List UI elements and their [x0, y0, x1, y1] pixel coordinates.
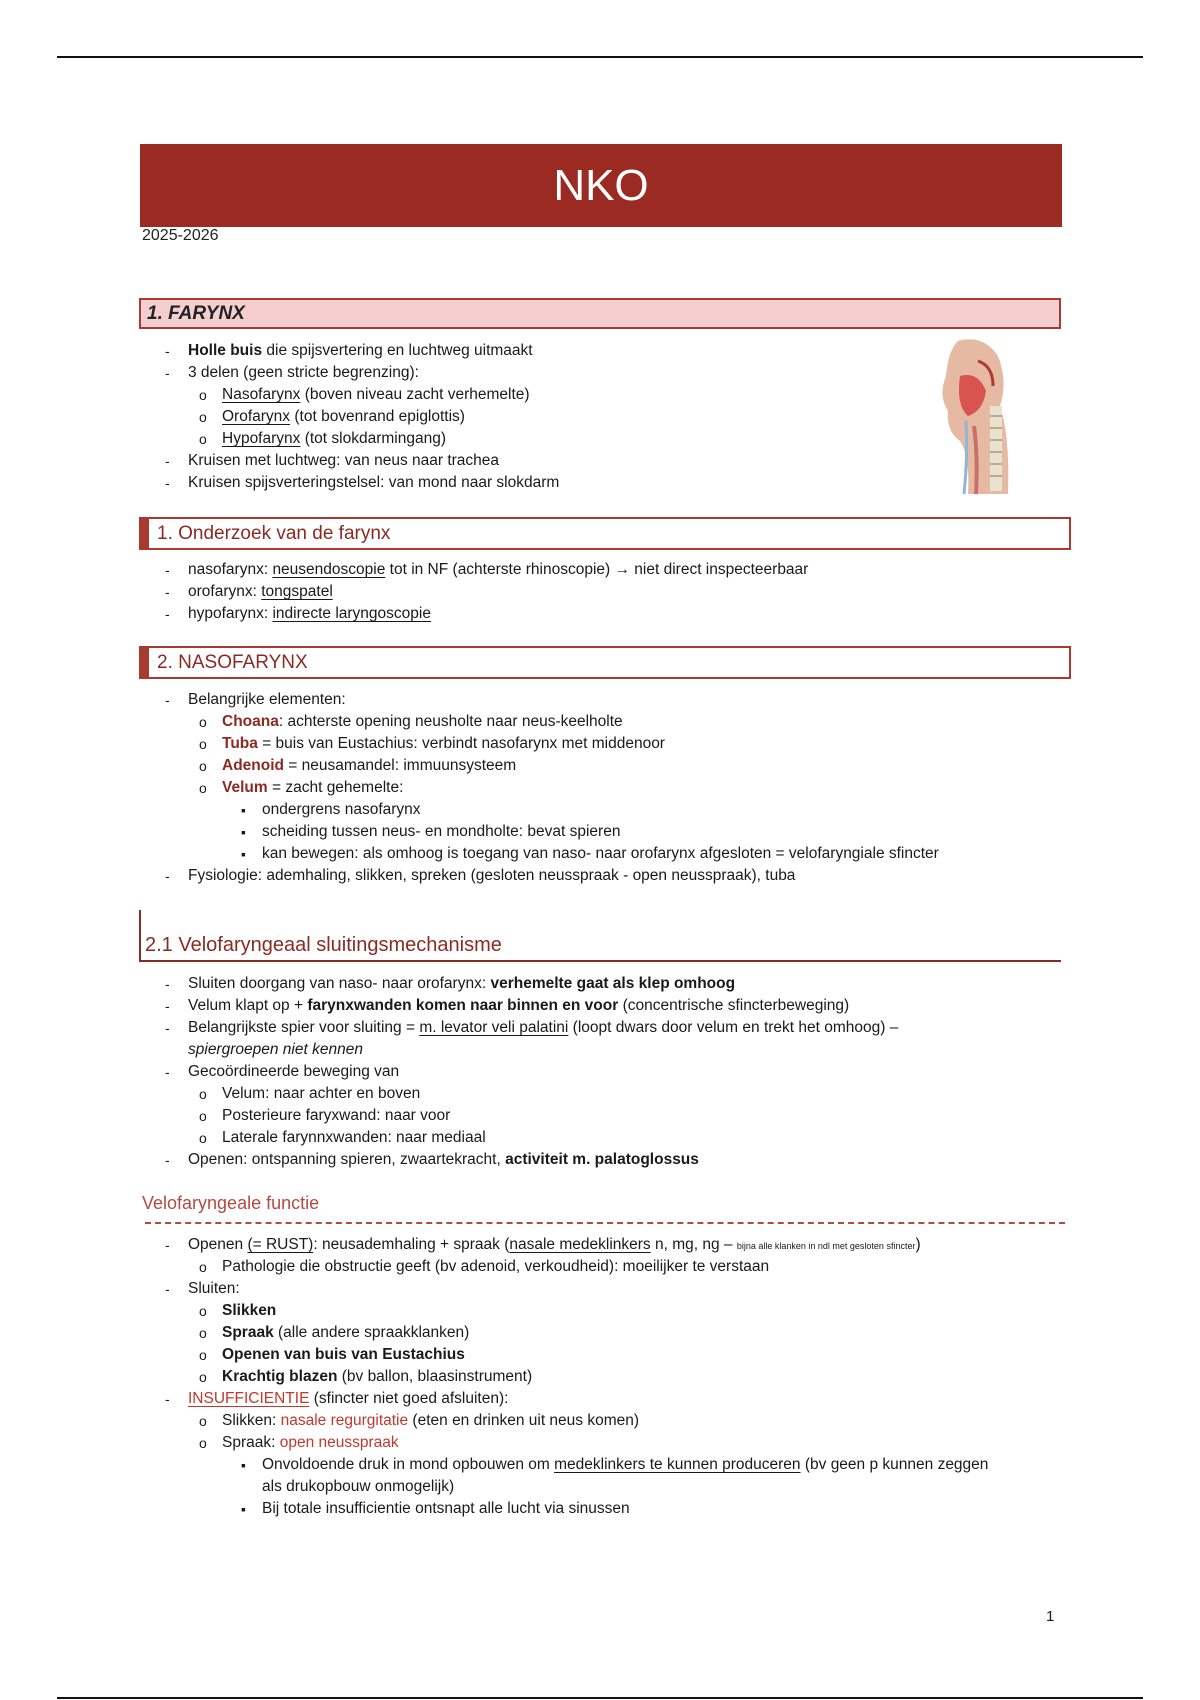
list-item: scheiding tussen neus- en mondholte: bevat spieren: [262, 823, 621, 840]
list-item: Laterale farynnxwanden: naar mediaal: [222, 1129, 486, 1146]
list-item: Choana: achterste opening neusholte naar neus-keelholte: [222, 713, 623, 730]
list-item: Nasofarynx (boven niveau zacht verhemelte): [222, 386, 530, 403]
bottom-rule: [57, 1697, 1143, 1699]
subheading-velofaryngeale-functie: Velofaryngeale functie: [142, 1193, 320, 1213]
list-item: Krachtig blazen (bv ballon, blaasinstrument): [222, 1368, 533, 1385]
list-item-continuation: spiergroepen niet kennen: [188, 1041, 363, 1058]
list-item: Orofarynx (tot bovenrand epiglottis): [222, 408, 465, 425]
section-heading-farynx: 1. FARYNX: [139, 298, 1061, 329]
list-item: Fysiologie: ademhaling, slikken, spreken (gesloten neusspraak - open neusspraak), tuba: [188, 867, 796, 884]
list-item: Openen van buis van Eustachius: [222, 1346, 465, 1363]
list-item: Gecoördineerde beweging van: [188, 1063, 400, 1080]
list-item: Velum klapt op + farynxwanden komen naar binnen en voor (concentrische sfincterbeweging): [188, 997, 850, 1014]
list-item: Onvoldoende druk in mond opbouwen om medeklinkers te kunnen produceren (bv geen p kunnen zeggen: [262, 1456, 989, 1473]
section-heading-onderzoek: 1. Onderzoek van de farynx: [139, 517, 1071, 550]
list-item: INSUFFICIENTIE (sfincter niet goed afsluiten):: [188, 1390, 509, 1407]
section-heading-nasofarynx: 2. NASOFARYNX: [139, 646, 1071, 679]
section-heading-velofaryngeaal: 2.1 Velofaryngeaal sluitingsmechanisme: [139, 910, 1061, 962]
list-item: nasofarynx: neusendoscopie tot in NF (achterste rhinoscopie) → niet direct inspecteerbaar: [188, 561, 809, 578]
list-item-continuation: als drukopbouw onmogelijk): [262, 1478, 455, 1495]
list-item: orofarynx: tongspatel: [188, 583, 333, 600]
document-title: NKO: [140, 144, 1062, 227]
list-item: Holle buis die spijsvertering en luchtweg uitmaakt: [188, 342, 533, 359]
list-item: Sluiten doorgang van naso- naar orofarynx: verhemelte gaat als klep omhoog: [188, 975, 736, 992]
list-item: Belangrijkste spier voor sluiting = m. levator veli palatini (loopt dwars door velum en trekt het omhoog) –: [188, 1019, 899, 1036]
list-item: Bij totale insufficientie ontsnapt alle lucht via sinussen: [262, 1500, 630, 1517]
list-item: Tuba = buis van Eustachius: verbindt nasofarynx met middenoor: [222, 735, 665, 752]
list-item: Kruisen spijsverteringstelsel: van mond naar slokdarm: [188, 474, 560, 491]
list-item: Posterieure faryxwand: naar voor: [222, 1107, 451, 1124]
list-item: Slikken: nasale regurgitatie (eten en drinken uit neus komen): [222, 1412, 640, 1429]
academic-year: 2025-2026: [142, 227, 219, 244]
list-item: Spraak (alle andere spraakklanken): [222, 1324, 470, 1341]
list-item: Slikken: [222, 1302, 277, 1319]
anatomy-image-icon: [938, 336, 1016, 496]
dashed-divider: [145, 1222, 1065, 1224]
list-item: Velum: naar achter en boven: [222, 1085, 421, 1102]
list-item: hypofarynx: indirecte laryngoscopie: [188, 605, 431, 622]
list-item: 3 delen (geen stricte begrenzing):: [188, 364, 419, 381]
list-item: Belangrijke elementen:: [188, 691, 346, 708]
list-item: Hypofarynx (tot slokdarmingang): [222, 430, 446, 447]
list-item: Spraak: open neusspraak: [222, 1434, 399, 1451]
list-item: Openen (= RUST): neusademhaling + spraak (nasale medeklinkers n, mg, ng – bijna alle klanken in ndl met gesloten sfincter): [188, 1236, 921, 1253]
list-item: Velum = zacht gehemelte:: [222, 779, 404, 796]
list-item: Kruisen met luchtweg: van neus naar trachea: [188, 452, 500, 469]
page-number: 1: [1046, 1608, 1055, 1625]
list-item: Openen: ontspanning spieren, zwaartekracht, activiteit m. palatoglossus: [188, 1151, 699, 1168]
list-item: ondergrens nasofarynx: [262, 801, 421, 818]
list-item: Pathologie die obstructie geeft (bv adenoid, verkoudheid): moeilijker te verstaan: [222, 1258, 770, 1275]
list-item: Adenoid = neusamandel: immuunsysteem: [222, 757, 517, 774]
top-rule: [57, 56, 1143, 58]
list-item: kan bewegen: als omhoog is toegang van naso- naar orofarynx afgesloten = velofaryngiale sfincter: [262, 845, 939, 862]
list-item: Sluiten:: [188, 1280, 240, 1297]
